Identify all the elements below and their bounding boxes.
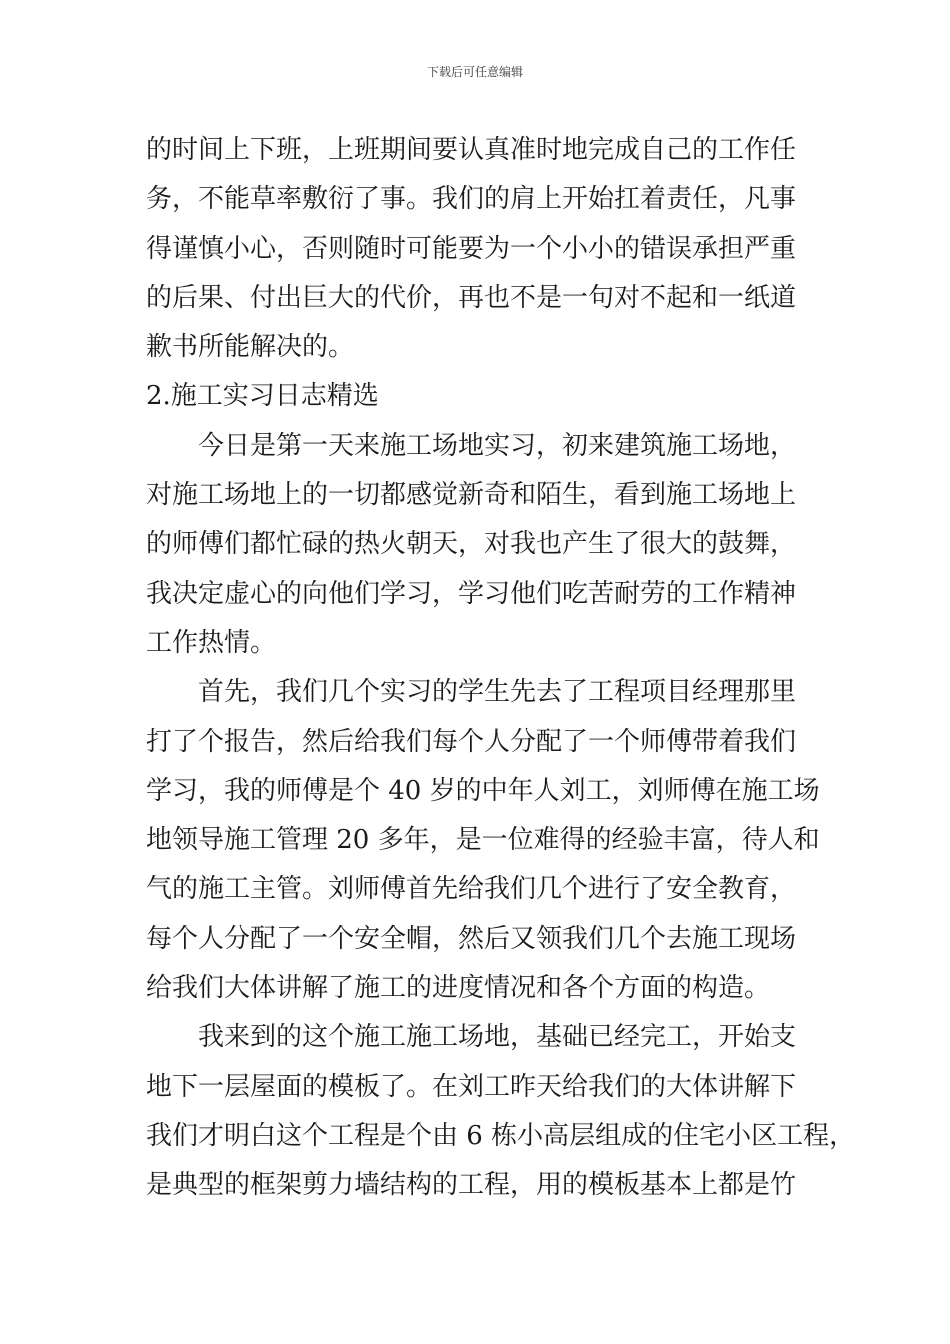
text-line: 的时间上下班，上班期间要认真准时地完成自己的工作任 [146, 135, 797, 165]
text-line: 每个人分配了一个安全帽，然后又领我们几个去施工现场 [146, 923, 797, 954]
body-text [146, 126, 856, 1211]
text-line: 得谨慎小心，否则随时可能要为一个小小的错误承担严重 [146, 233, 797, 264]
text-line: 学习，我的师傅是个 40 岁的中年人刘工，刘师傅在施工场 [146, 775, 820, 806]
paragraph-first-line: 首先，我们几个实习的学生先去了工程项目经理那里 [198, 677, 797, 708]
text-line: 打了个报告，然后给我们每个人分配了一个师傅带着我们 [146, 726, 797, 757]
page-header: 下载后可任意编辑 [426, 65, 523, 79]
paragraph-first-line: 今日是第一天来施工场地实习，初来建筑施工场地， [198, 430, 797, 461]
text-line: 歉书所能解决的。 [146, 332, 355, 363]
text-line: 给我们大体讲解了施工的进度情况和各个方面的构造。 [146, 973, 771, 1004]
text-line: 地领导施工管理 20 多年，是一位难得的经验丰富，待人和 [146, 825, 820, 856]
text-line: 气的施工主管。刘师傅首先给我们几个进行了安全教育， [146, 874, 797, 905]
text-line: 对施工场地上的一切都感觉新奇和陌生，看到施工场地上 [146, 480, 797, 511]
text-line: 的师傅们都忙碌的热火朝天，对我也产生了很大的鼓舞， [146, 529, 797, 560]
text-line: 地下一层屋面的模板了。在刘工昨天给我们的大体讲解下 [146, 1071, 797, 1102]
text-line: 工作热情。 [146, 627, 277, 658]
text-line: 的后果、付出巨大的代价，再也不是一句对不起和一纸道 [146, 282, 797, 313]
text-line: 我决定虚心的向他们学习，学习他们吃苦耐劳的工作精神 [146, 578, 797, 609]
text-line: 务，不能草率敷衍了事。我们的肩上开始扛着责任，凡事 [146, 184, 797, 215]
paragraph-first-line: 我来到的这个施工施工场地，基础已经完工，开始支 [198, 1022, 797, 1053]
section-heading: 2.施工实习日志精选 [146, 381, 379, 412]
text-line: 我们才明白这个工程是个由 6 栋小高层组成的住宅小区工程， [146, 1120, 856, 1151]
text-line: 是典型的框架剪力墙结构的工程，用的模板基本上都是竹 [146, 1170, 797, 1201]
